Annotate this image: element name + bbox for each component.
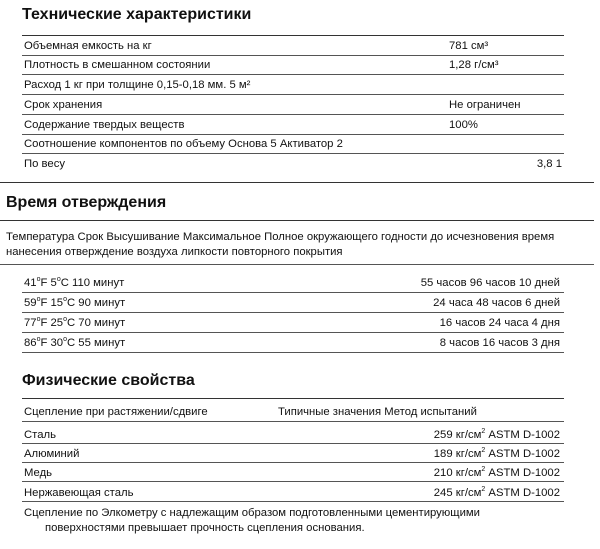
divider: [22, 292, 564, 293]
section-title-cure: Время отверждения: [6, 194, 167, 211]
phys-header-left: Сцепление при растяжении/сдвиге: [24, 406, 208, 418]
divider: [22, 462, 564, 463]
cure-row-right: 16 часов 24 часа 4 дня: [439, 317, 560, 329]
cure-row-right: 24 часа 48 часов 6 дней: [433, 297, 560, 309]
divider: [0, 264, 594, 265]
cure-row-right: 8 часов 16 часов 3 дня: [439, 337, 560, 349]
cure-row-left: 41$^o$F 5$^o$C 110 минут: [24, 276, 125, 289]
divider: [22, 352, 564, 353]
divider: [0, 182, 594, 183]
divider: [22, 481, 564, 482]
divider: [22, 74, 564, 75]
tech-row-value: 781 см³: [449, 40, 489, 52]
divider: [22, 312, 564, 313]
divider: [22, 134, 564, 135]
divider: [0, 220, 594, 221]
cure-row-left: 77$^o$F 25$^o$C 70 минут: [24, 316, 126, 329]
phys-note-line: Сцепление по Элкометру с надлежащим образом подготовленными цементирующими: [24, 507, 480, 519]
divider: [22, 153, 564, 154]
phys-row-value: 210 $кг/см^2$ ASTM D-1002: [433, 466, 560, 479]
divider: [22, 55, 564, 56]
phys-row-label: Нержавеющая сталь: [24, 487, 134, 499]
tech-row-label: Срок хранения: [24, 99, 103, 111]
phys-row-label: Медь: [24, 467, 53, 479]
phys-row-label: Алюминий: [24, 448, 80, 460]
cure-header-line: Температура Срок Высушивание Максимальное Полное окружающего годности до исчезновения время: [6, 231, 555, 243]
section-title-phys: Физические свойства: [22, 372, 195, 389]
phys-row-value: 189 $кг/см^2$ ASTM D-1002: [433, 447, 560, 460]
tech-row-value: 100%: [449, 119, 478, 131]
tech-row-label: Соотношение компонентов по объему Основа 5 Активатор 2: [24, 138, 343, 150]
divider: [22, 332, 564, 333]
phys-row-label: Сталь: [24, 429, 56, 441]
section-title-tech: Технические характеристики: [22, 6, 252, 23]
cure-row-left: 59$^o$F 15$^o$C 90 минут: [24, 296, 126, 309]
divider: [22, 398, 564, 399]
divider: [22, 501, 564, 502]
divider: [22, 35, 564, 36]
tech-row-value: 3,8 1: [536, 158, 562, 170]
divider: [22, 421, 564, 422]
phys-header-right: Типичные значения Метод испытаний: [278, 406, 477, 418]
tech-row-label: Содержание твердых веществ: [24, 119, 185, 131]
tech-row-value: Не ограничен: [449, 99, 521, 111]
tech-row-label: Плотность в смешанном состоянии: [24, 59, 211, 71]
phys-note-line: поверхностями превышает прочность сцепления основания.: [45, 522, 365, 534]
divider: [22, 443, 564, 444]
phys-row-value: 259 $кг/см^2$ ASTM D-1002: [433, 428, 560, 441]
tech-row-label: Расход 1 кг при толщине 0,15-0,18 мм. 5 м²: [24, 79, 251, 91]
cure-row-right: 55 часов 96 часов 10 дней: [420, 277, 560, 289]
tech-row-value: 1,28 г/см³: [449, 59, 499, 71]
phys-row-value: 245 $кг/см^2$ ASTM D-1002: [433, 486, 560, 499]
cure-row-left: 86$^o$F 30$^o$C 55 минут: [24, 336, 126, 349]
divider: [22, 114, 564, 115]
cure-header-line: нанесения отверждение воздуха липкости повторного покрытия: [6, 246, 343, 258]
tech-row-label: По весу: [24, 158, 65, 170]
tech-row-label: Объемная емкость на кг: [24, 40, 152, 52]
divider: [22, 94, 564, 95]
